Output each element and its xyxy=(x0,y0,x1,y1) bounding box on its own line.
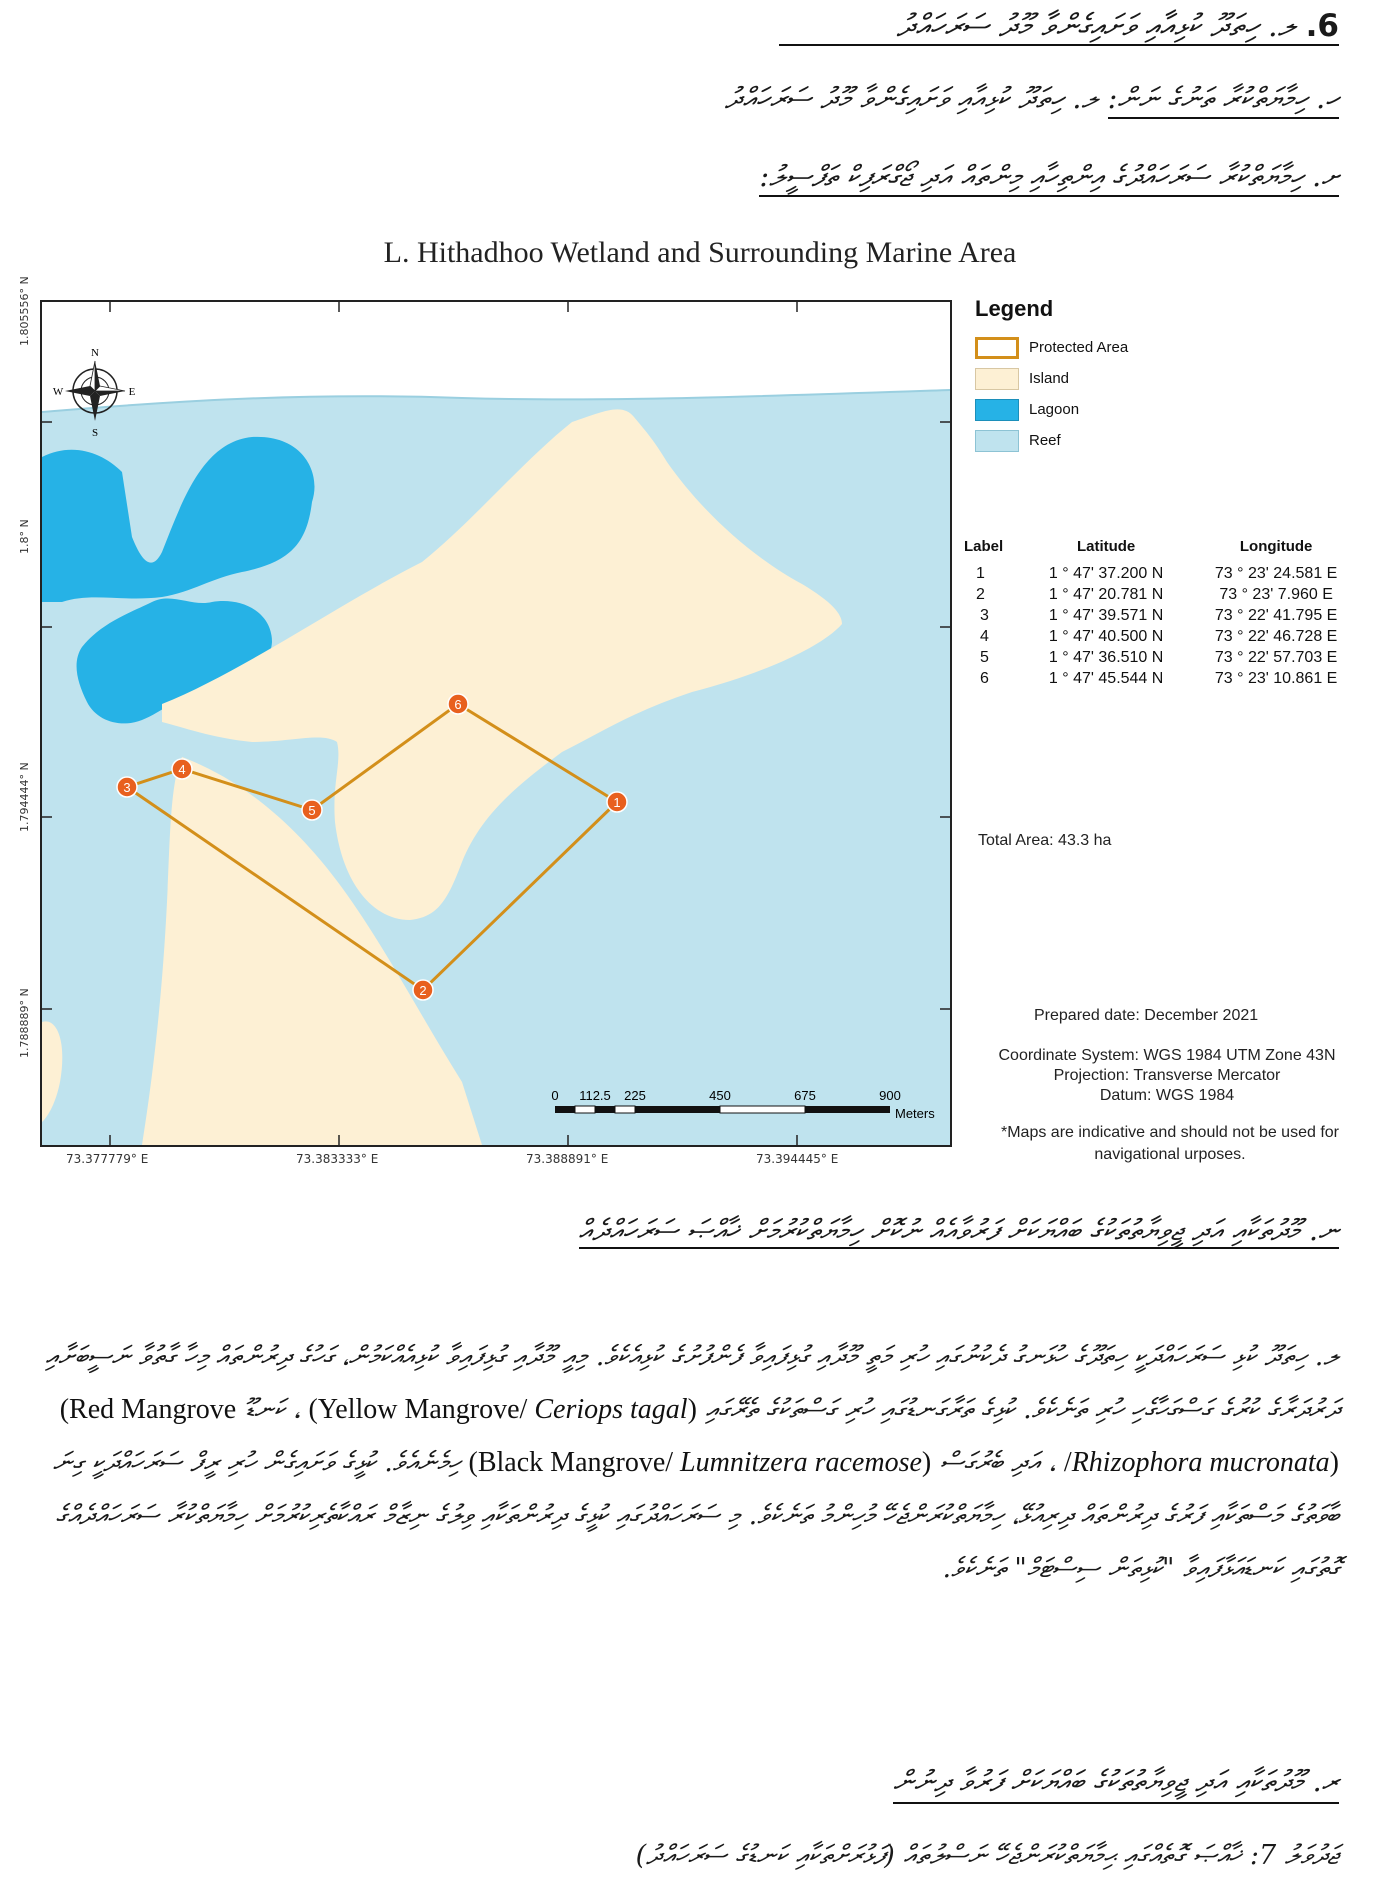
map-frame xyxy=(40,300,952,1147)
table-cell: 6 xyxy=(980,669,989,687)
species-bracket: ) xyxy=(921,1447,932,1478)
section-number: 6. xyxy=(1305,8,1339,44)
svg-text:5: 5 xyxy=(308,803,316,818)
lon-tick: 73.388891° E xyxy=(526,1152,609,1166)
map-title: L. Hithadhoo Wetland and Surrounding Marine Area xyxy=(383,236,1017,269)
paragraph-text: ، އަދި ބެރުގަސް xyxy=(939,1447,1056,1478)
svg-text:S: S xyxy=(91,427,99,439)
table-cell: 3 xyxy=(980,606,989,624)
table-cell: 4 xyxy=(980,627,989,645)
boundary-point-4 xyxy=(172,759,192,779)
section-title: ލ. ހިތަދޫ ކުޅިއާއި ވަށައިގެންވާ މޫދު ސަރަހައްދު xyxy=(896,8,1296,44)
table-row xyxy=(964,647,1364,668)
table-cell: 73 ° 23' 10.861 E xyxy=(1214,669,1338,687)
table-caption: ޖަދުވަލު 7: ޚާއްޞަ ގޮތެއްގައި ޙިމާޔަތްކުރަންޖެހޭ ނަސްލުތައް (ފަޅުރަށްތަކާއި ކަނޑުގެ ސަރަހައްދު) xyxy=(635,1840,1339,1871)
coordinate-system: Coordinate System: WGS 1984 UTM Zone 43N xyxy=(998,1047,1336,1064)
lon-tick: 73.383333° E xyxy=(296,1152,379,1166)
lat-tick: 1.794444° N xyxy=(18,762,31,832)
svg-text:N: N xyxy=(91,347,99,359)
legend-item-protected xyxy=(975,332,1175,363)
table-cell: 73 ° 22' 57.703 E xyxy=(1214,648,1338,666)
svg-text:1: 1 xyxy=(613,795,621,810)
table-cell: 73 ° 22' 46.728 E xyxy=(1214,627,1338,645)
legend-title: Legend xyxy=(975,296,1054,321)
lat-tick: 1.788889° N xyxy=(18,988,31,1058)
svg-text:0: 0 xyxy=(551,1088,559,1103)
prepared-date: Prepared date: December 2021 xyxy=(1034,1007,1259,1024)
reef-swatch xyxy=(975,430,1019,452)
question-special-area xyxy=(39,1204,1339,1256)
table-cell: 73 ° 23' 7.960 E xyxy=(1219,585,1333,603)
table-cell: 2 xyxy=(976,585,985,603)
question-boundaries-label: ށ. ހިމާޔަތްކުރާ ސަރަހައްދުގެ އިންތިހާއި މިންތައް އަދި ޖޯގްރަފިކް ތަފްސީލު: xyxy=(759,159,1339,197)
question-special-area-text: ނ. މޫދުތަކާއި އަދި ޖީވިޔާތުތަކުގެ ބައްޔަކަށް ފަރުވާއެއް ނުކޮށް ހިމާޔަތްކުރުމަށް ޚާއްޞަ ސަރަހައްދެއް xyxy=(578,1213,1339,1247)
table-cell: 1 ° 47' 39.571 N xyxy=(1048,606,1164,624)
table-header: Latitude xyxy=(1076,538,1136,555)
datum: Datum: WGS 1984 xyxy=(1099,1087,1235,1104)
boundary-point-5 xyxy=(302,800,322,820)
table-row xyxy=(964,605,1364,626)
boundary-point-6 xyxy=(448,694,468,714)
question-treatment-text: ރ. މޫދުތަކާއި އަދި ޖީވިޔާތުތަކުގެ ބައްޔަކަށް ފަރުވާ ދިނުން xyxy=(893,1764,1339,1804)
question-boundaries xyxy=(239,156,1339,200)
svg-text:E: E xyxy=(128,386,136,398)
projection: Projection: Transverse Mercator xyxy=(1053,1067,1281,1084)
svg-text:Meters: Meters xyxy=(895,1106,935,1121)
lagoon-swatch xyxy=(975,399,1019,421)
legend-item-reef xyxy=(975,425,1175,456)
boundary-point-1 xyxy=(607,792,627,812)
paragraph-text: ، ކަނޑޫ xyxy=(244,1394,300,1425)
lon-tick: 73.377779° E xyxy=(66,1152,149,1166)
species-common-name: (Yellow Mangrove/ xyxy=(308,1394,535,1425)
paragraph-text: ލ. ހިތަދޫ ކުޅި ސަރަހައްދަކީ ހިތަދޫގެ ހުޅަނގު ދެކުނުގައި ހުރި މަތީ މޫދާއި ގުޅިފައިވާ ފެންފުށުގެ ކުޅިއެކެވެ. މިއީ މޫދާއި ގުޅިފައިވާ ކުޅިއެއްކަމުން، ގަހުގެ ދިރުންތައް މިހާ ގާތުވާ ނަސީބަށާއި ދަރުދަރާގެ ކުރުގެ ގަސްގަހާގެހި ހުރި ތަނެކެވެ. ކުޅިގެ ތަރާގަނޑުގައި ހުރި ގަސްތަކުގެ ތެރޭގައި xyxy=(45,1341,1339,1425)
paragraph-text: ހިމެނެއެވެ. ކުޅީގެ ވަށައިގެން ހުރި ރީފް ސަރަހައްދަކީ ގިނަ ބާވަތުގެ މަސްތަކާއި ފަރުގެ ދިރުންތައް ދިރިއުޅޭ، ހިމާޔަތްކުރަންޖެހޭ މުހިންމު ތަނެކެވެ. މި ސަރަހައްދުގައި ކުޅީގެ ދިރުންތަކާއި ވިލުގެ ނިޒާމް ރައްކާތެރިކުރުމަށް ހިމާޔަތްކުރާ ސަރަހައްދެއްގެ ގޮތުގައި ކަނޑައަޅާފައިވާ "ކުޅިތަން ސިސްޓަމް" ތަނެކެވެ. xyxy=(52,1447,1339,1584)
table-cell: 1 ° 47' 36.510 N xyxy=(1048,648,1164,666)
table-row xyxy=(964,668,1364,689)
svg-text:3: 3 xyxy=(123,780,131,795)
question-name-label: ހ. ހިމާޔަތްކުރާ ތަނުގެ ނަން: xyxy=(1108,81,1339,119)
table-header: Label xyxy=(964,538,1004,555)
map-canvas xyxy=(42,302,950,1145)
table-header-row xyxy=(964,538,1364,563)
species-yellow-mangrove xyxy=(309,1394,697,1425)
svg-text:W: W xyxy=(52,386,64,398)
legend-label: Island xyxy=(1029,370,1070,387)
legend-item-island xyxy=(975,363,1175,394)
species-bracket: ) xyxy=(687,1394,697,1425)
legend-label: Reef xyxy=(1029,432,1061,449)
table-row xyxy=(964,584,1364,605)
heading-underline xyxy=(779,44,1339,46)
svg-text:225: 225 xyxy=(624,1088,646,1103)
boundary-point-2 xyxy=(413,980,433,1000)
species-latin-name: Lumnitzera racemose xyxy=(680,1447,922,1478)
description-paragraph xyxy=(39,1330,1339,1595)
map-legend xyxy=(975,296,1175,456)
question-treatment xyxy=(39,1764,1339,1799)
species-latin-name: Rhizophora mucronata xyxy=(1071,1447,1330,1478)
map-disclaimer: *Maps are indicative and should not be used for navigational urposes. xyxy=(1001,1124,1339,1163)
svg-text:112.5: 112.5 xyxy=(579,1088,611,1103)
svg-text:2: 2 xyxy=(419,983,427,998)
svg-text:900: 900 xyxy=(879,1088,901,1103)
legend-label: Protected Area xyxy=(1029,339,1129,356)
lat-tick: 1.805556° N xyxy=(18,276,31,346)
table-header: Longitude xyxy=(1239,538,1313,555)
table-cell: 5 xyxy=(980,648,989,666)
species-black-mangrove xyxy=(469,1447,932,1478)
species-latin-name: Ceriops tagal xyxy=(534,1394,688,1425)
svg-text:6: 6 xyxy=(454,697,462,712)
species-bracket: ) xyxy=(1329,1447,1339,1478)
table-cell: 1 ° 47' 40.500 N xyxy=(1048,627,1164,645)
lat-tick: 1.8° N xyxy=(18,519,31,554)
total-area: Total Area: 43.3 ha xyxy=(978,832,1112,849)
table-cell: 1 ° 47' 37.200 N xyxy=(1048,564,1164,582)
protected-swatch xyxy=(975,337,1019,359)
table-cell: 1 xyxy=(976,564,985,582)
boundary-point-3 xyxy=(117,777,137,797)
table-cell: 73 ° 23' 24.581 E xyxy=(1214,564,1338,582)
island-swatch xyxy=(975,368,1019,390)
table-row xyxy=(964,626,1364,647)
legend-item-lagoon xyxy=(975,394,1175,425)
question-name xyxy=(239,78,1339,122)
legend-label: Lagoon xyxy=(1029,401,1080,418)
question-name-answer: ލ. ހިތަދޫ ކުޅިއާއި ވަށައިގެންވާ މޫދު ސަރަހައްދު xyxy=(724,81,1099,115)
coordinate-table xyxy=(964,538,1364,689)
table-cell: 1 ° 47' 45.544 N xyxy=(1048,669,1164,687)
table-cell: 73 ° 22' 41.795 E xyxy=(1214,606,1338,624)
svg-text:675: 675 xyxy=(794,1088,816,1103)
species-common-name: (Red Mangrove / xyxy=(59,1394,1072,1478)
svg-text:450: 450 xyxy=(709,1088,731,1103)
svg-text:4: 4 xyxy=(178,762,186,777)
species-common-name: (Black Mangrove/ xyxy=(468,1447,681,1478)
table-row xyxy=(964,563,1364,584)
table-cell: 1 ° 47' 20.781 N xyxy=(1048,585,1164,603)
lon-tick: 73.394445° E xyxy=(756,1152,839,1166)
